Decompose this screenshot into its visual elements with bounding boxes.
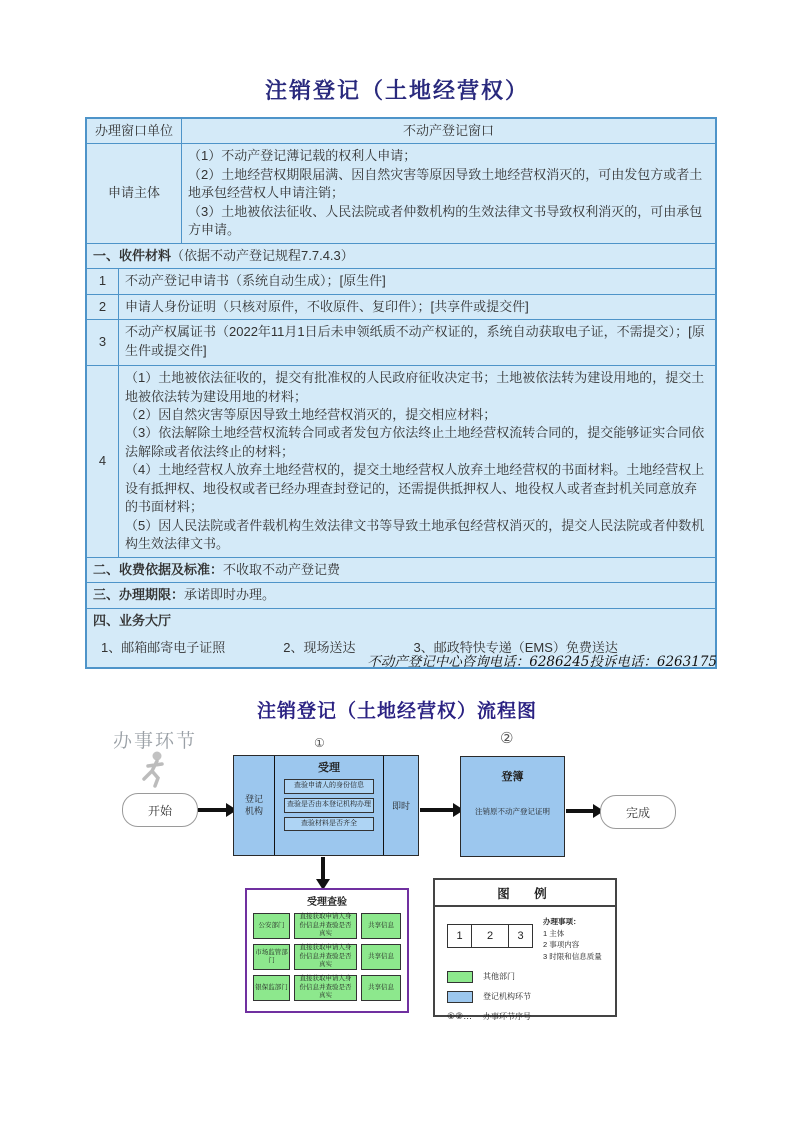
page-title: 注销登记（土地经营权） [264, 78, 529, 103]
material-row-1 [87, 269, 715, 294]
legend-blue-row [447, 991, 605, 1003]
accept-agency-cell [234, 756, 275, 855]
step1-number: ① [314, 736, 325, 750]
material-no: 2 [87, 295, 119, 319]
material-text: 不动产登记申请书（系统自动生成）；[原生件] [125, 273, 386, 289]
check-identity: 查验申请人的身份信息 [284, 779, 374, 794]
section1-label: 一、收件材料 [93, 247, 172, 263]
accept-title: 受理 [318, 762, 340, 774]
legend-item: 2 事项内容 [543, 940, 580, 950]
record-step-box [460, 756, 565, 857]
material4-item: （3）依法解除土地经营权流转合同或者发包方依法终止土地经营权流转合同的，提交能够证实合同依法解除或者依法终止的材料； [125, 425, 705, 459]
verify-dept: 银保监部门 [253, 975, 290, 1001]
verify-share: 共享信息 [361, 975, 401, 1001]
legend-cells [447, 924, 533, 948]
verify-dept: 公安部门 [253, 913, 290, 939]
section1-row [87, 244, 715, 269]
verify-dept: 市场监管部门 [253, 944, 290, 970]
verify-share: 共享信息 [361, 944, 401, 970]
material-row-2 [87, 295, 715, 320]
accept-agency-label: 登记机构 [244, 793, 263, 816]
section1-header [87, 244, 715, 268]
material4-item: （5）因人民法院或者件载机构生效法律文书等导致土地承包经营权消灭的，提交人民法院或者仲数机构生效法律文书。 [125, 517, 705, 552]
applicant-content [182, 144, 715, 242]
legend-box [433, 878, 617, 1021]
flowchart-title: 注销登记（土地经营权）流程图 [256, 701, 537, 722]
material4-item: （4）土地经营权人放弃土地经营权的，提交土地经营权人放弃土地经营权的书面材料。土地经营权上设有抵押权、地役权或者已经办理查封登记的，还需提供抵押权人、地役权人或者查封机关同意放弃的书面材料； [125, 462, 705, 515]
step2-number: ② [500, 730, 514, 747]
hall-option-1: 1、邮箱邮寄电子证照 [101, 639, 226, 655]
verification-box [245, 888, 409, 1013]
legend-cell-2: 2 [471, 924, 509, 948]
blue-swatch-label: 登记机构环节 [483, 992, 531, 1001]
section3-header [87, 583, 715, 607]
accept-step-box [233, 755, 419, 856]
section3-label: 三、办理期限： [93, 587, 185, 603]
applicant-label: 申请主体 [87, 144, 182, 242]
material-text: 不动产权属证书（2022年11月1日后未申领纸质不动产权证的，系统自动获取电子证，不需提交）；[原生件或提交件] [125, 324, 705, 358]
table-header-row [87, 119, 715, 144]
section3-row [87, 583, 715, 608]
verify-row [253, 944, 401, 970]
header-window-unit: 办理窗口单位 [87, 119, 182, 143]
hall-option-3: 3、邮政特快专递（EMS）免费送达 [413, 639, 618, 655]
applicant-row [87, 144, 715, 243]
start-node: 开始 [122, 793, 198, 827]
hall-option-2: 2、现场送达 [283, 639, 356, 655]
accept-main-cell [275, 756, 383, 855]
check-jurisdiction: 查验是否由本登记机构办理 [284, 798, 374, 813]
applicant-item: （2）土地经营权期限届满、因自然灾害等原因导致土地经营权消灭的，可由发包方或者土地承包经营权人申请注销； [188, 166, 703, 201]
section4-label: 四、业务大厅 [93, 612, 172, 628]
material4-item: （2）因自然灾害等原因导致土地经营权消灭的，提交相应材料； [125, 406, 497, 422]
section2-text: 不收取不动产登记费 [223, 561, 341, 577]
material-no: 4 [87, 366, 119, 557]
applicant-item: （3）土地被依法征收、人民法院或者仲数机构的生效法律文书导致权利消灭的，可由承包方申请。 [188, 203, 703, 238]
legend-body [435, 907, 615, 1023]
material-no: 1 [87, 269, 119, 293]
verify-action: 直接获取申请人身份信息并查验是否真实 [294, 913, 357, 939]
circle-symbols-label: 办事环节序号 [483, 1012, 531, 1021]
green-swatch-label: 其他部门 [483, 972, 515, 981]
record-text: 注销原不动产登记证明 [475, 807, 550, 816]
section3-text: 承诺即时办理。 [184, 587, 276, 603]
legend-circle-row [447, 1011, 605, 1023]
material-row-4 [87, 366, 715, 558]
section2-label: 二、收费依据及标准： [93, 561, 224, 577]
applicant-item: （1）不动产登记薄记载的权利人申请； [188, 148, 417, 164]
arrow-start-to-accept [198, 808, 226, 812]
end-node: 完成 [600, 795, 676, 829]
arrow-record-to-end [566, 809, 593, 813]
section2-header [87, 558, 715, 582]
legend-item: 3 时限和信息质量 [543, 951, 602, 961]
verify-share: 共享信息 [361, 913, 401, 939]
material-row-3 [87, 320, 715, 366]
lane-label: 办事环节 [113, 731, 198, 752]
legend-items [543, 916, 602, 963]
material4-content [119, 366, 715, 557]
legend-item: 1 主体 [543, 928, 565, 938]
person-icon [138, 750, 170, 793]
material-text: 申请人身份证明（只核对原件，不收原件、复印件）；[共享件或提交件] [125, 298, 529, 314]
green-swatch [447, 971, 473, 983]
arrow-accept-to-record [420, 808, 453, 812]
procedure-table [85, 117, 717, 669]
verification-title: 受理查验 [307, 897, 347, 908]
material4-item: （1）土地被依法征收的，提交有批准权的人民政府征收决定书；土地被依法转为建设用地的，提交土地被依法转为建设用地的材料； [125, 370, 705, 404]
verify-action: 直接获取申请人身份信息并查验是否真实 [294, 975, 357, 1001]
verify-row [253, 975, 401, 1001]
accept-time-cell: 即时 [383, 756, 418, 855]
circle-symbols: ①②… [447, 1010, 473, 1021]
legend-cell-3: 3 [509, 924, 533, 948]
section1-note: （依据不动产登记规程7.7.4.3） [171, 247, 354, 263]
legend-cell-1: 1 [447, 924, 471, 948]
verify-row [253, 913, 401, 939]
check-materials: 查验材料是否齐全 [284, 817, 374, 832]
contact-phone-line: 不动产登记中心咨询电话：6286245投诉电话：6263175 [367, 654, 717, 670]
legend-green-row [447, 971, 605, 983]
section2-row [87, 558, 715, 583]
material-no: 3 [87, 320, 119, 365]
legend-items-title: 办理事项： [543, 917, 581, 926]
blue-swatch [447, 991, 473, 1003]
arrow-accept-to-verify [321, 857, 325, 879]
legend-title: 图 例 [435, 880, 615, 907]
record-title: 登簿 [501, 771, 524, 783]
verify-action: 直接获取申请人身份信息并查验是否真实 [294, 944, 357, 970]
header-window-name: 不动产登记窗口 [402, 123, 494, 138]
